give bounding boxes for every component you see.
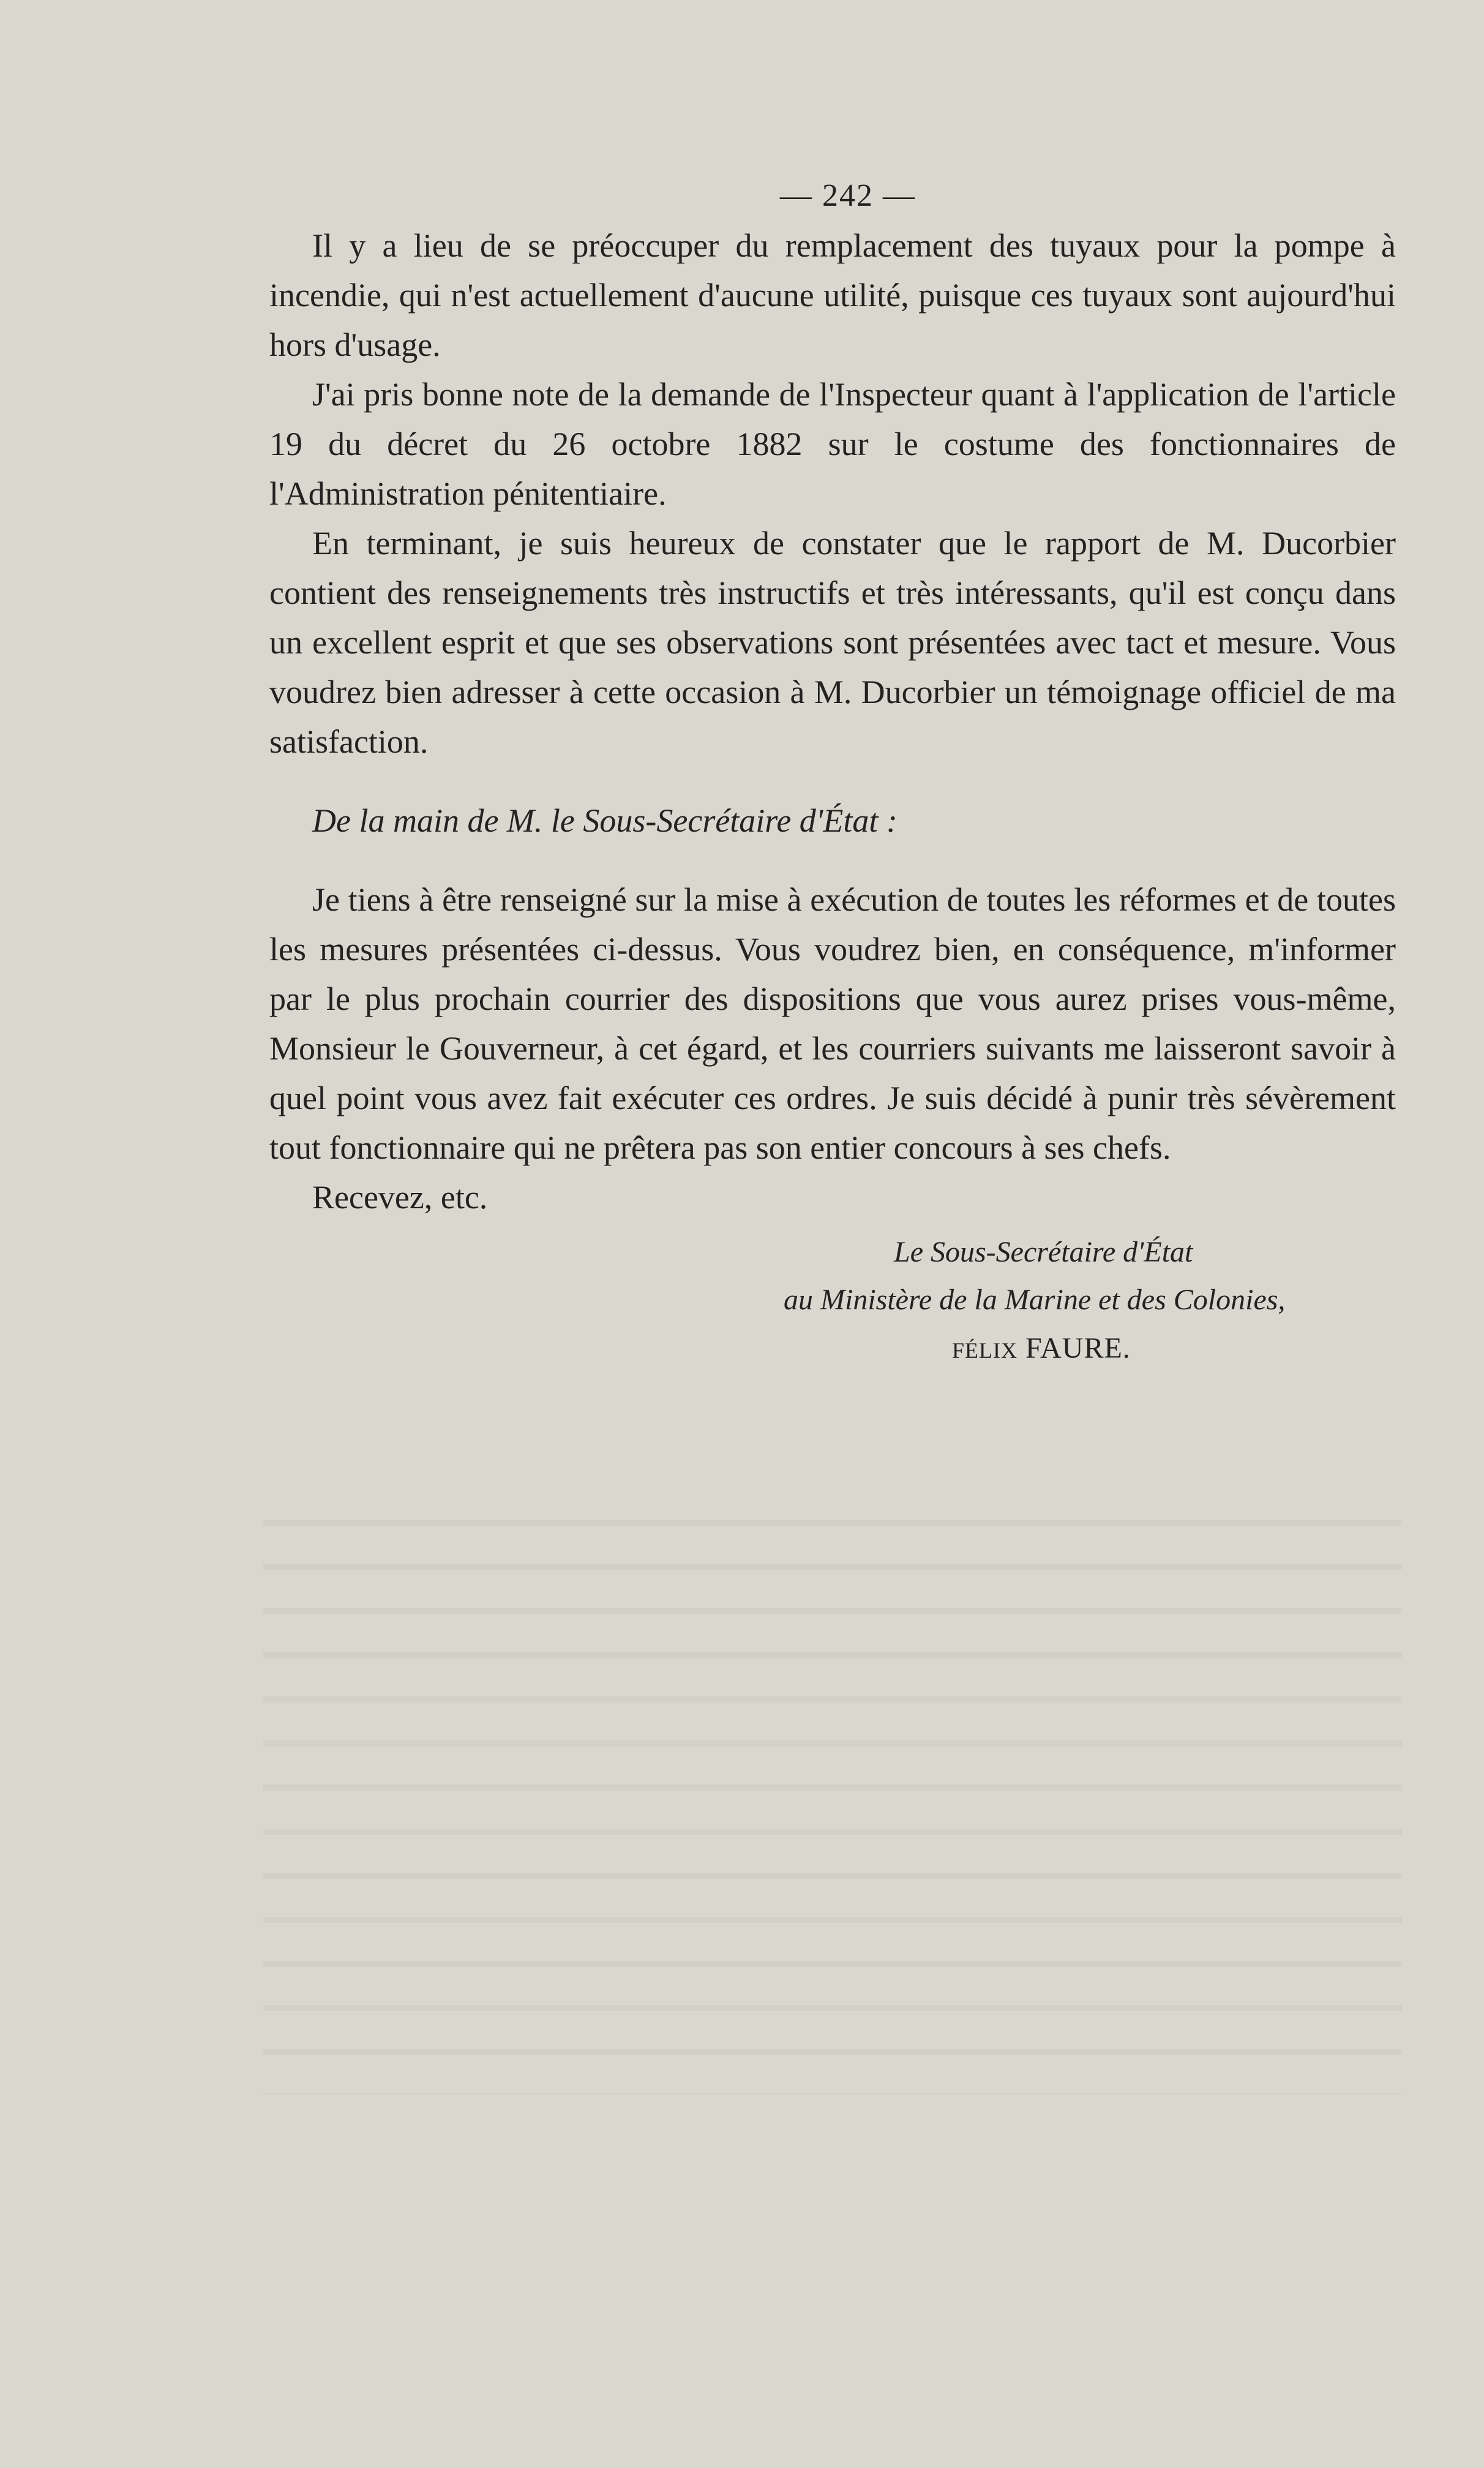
signature-title-line2: au Ministère de la Marine et des Colonies, [784, 1284, 1286, 1316]
signature-first-name: FÉLIX [952, 1338, 1017, 1363]
show-through-texture [263, 1482, 1402, 2094]
paragraph-reforms-execution: Je tiens à être renseigné sur la mise à exécution de toutes les réformes et de toutes les mesures présentées ci-dessus. Vous voudrez bien, en conséquence, m'informer par le plus prochain courrier des dispositions que vous aurez prises vous-même, Monsieur le Gouverneur, à cet égard, et les courriers suivants me laisseront savoir à quel point vous avez fait exécuter ces ordres. Je suis décidé à punir très sévèrement tout fonctionnaire qui ne prêtera pas son entier concours à ses chefs. [269, 881, 1396, 1166]
signature-last-name: FAURE. [1025, 1332, 1131, 1364]
page-content [269, 178, 1396, 1375]
handwritten-note-heading: De la main de M. le Sous-Secrétaire d'État : [312, 802, 898, 839]
paragraph-costume-decree: J'ai pris bonne note de la demande de l'Inspecteur quant à l'application de l'article 19 du décret du 26 octobre 1882 sur le costume des fonctionnaires de l'Administration pénitentiaire. [269, 376, 1396, 512]
paragraph-ducorbier-report: En terminant, je suis heureux de constater que le rapport de M. Ducorbier contient des renseignements très instructifs et très intéressants, qu'il est conçu dans un excellent esprit et que ses observations sont présentées avec tact et mesure. Vous voudrez bien adresser à cette occasion à M. Ducorbier un témoignage officiel de ma satisfaction. [269, 525, 1396, 760]
signature-title-line1: Le Sous-Secrétaire d'État [894, 1236, 1193, 1268]
signature-name [952, 1324, 1396, 1375]
paragraph-pump-hoses: Il y a lieu de se préoccuper du remplacement des tuyaux pour la pompe à incendie, qui n'est actuellement d'aucune utilité, puisque ces tuyaux sont aujourd'hui hors d'usage. [269, 227, 1396, 363]
paragraph-closing: Recevez, etc. [312, 1179, 488, 1216]
signature-block [269, 1228, 1396, 1375]
page-number: — 242 — [780, 178, 916, 213]
